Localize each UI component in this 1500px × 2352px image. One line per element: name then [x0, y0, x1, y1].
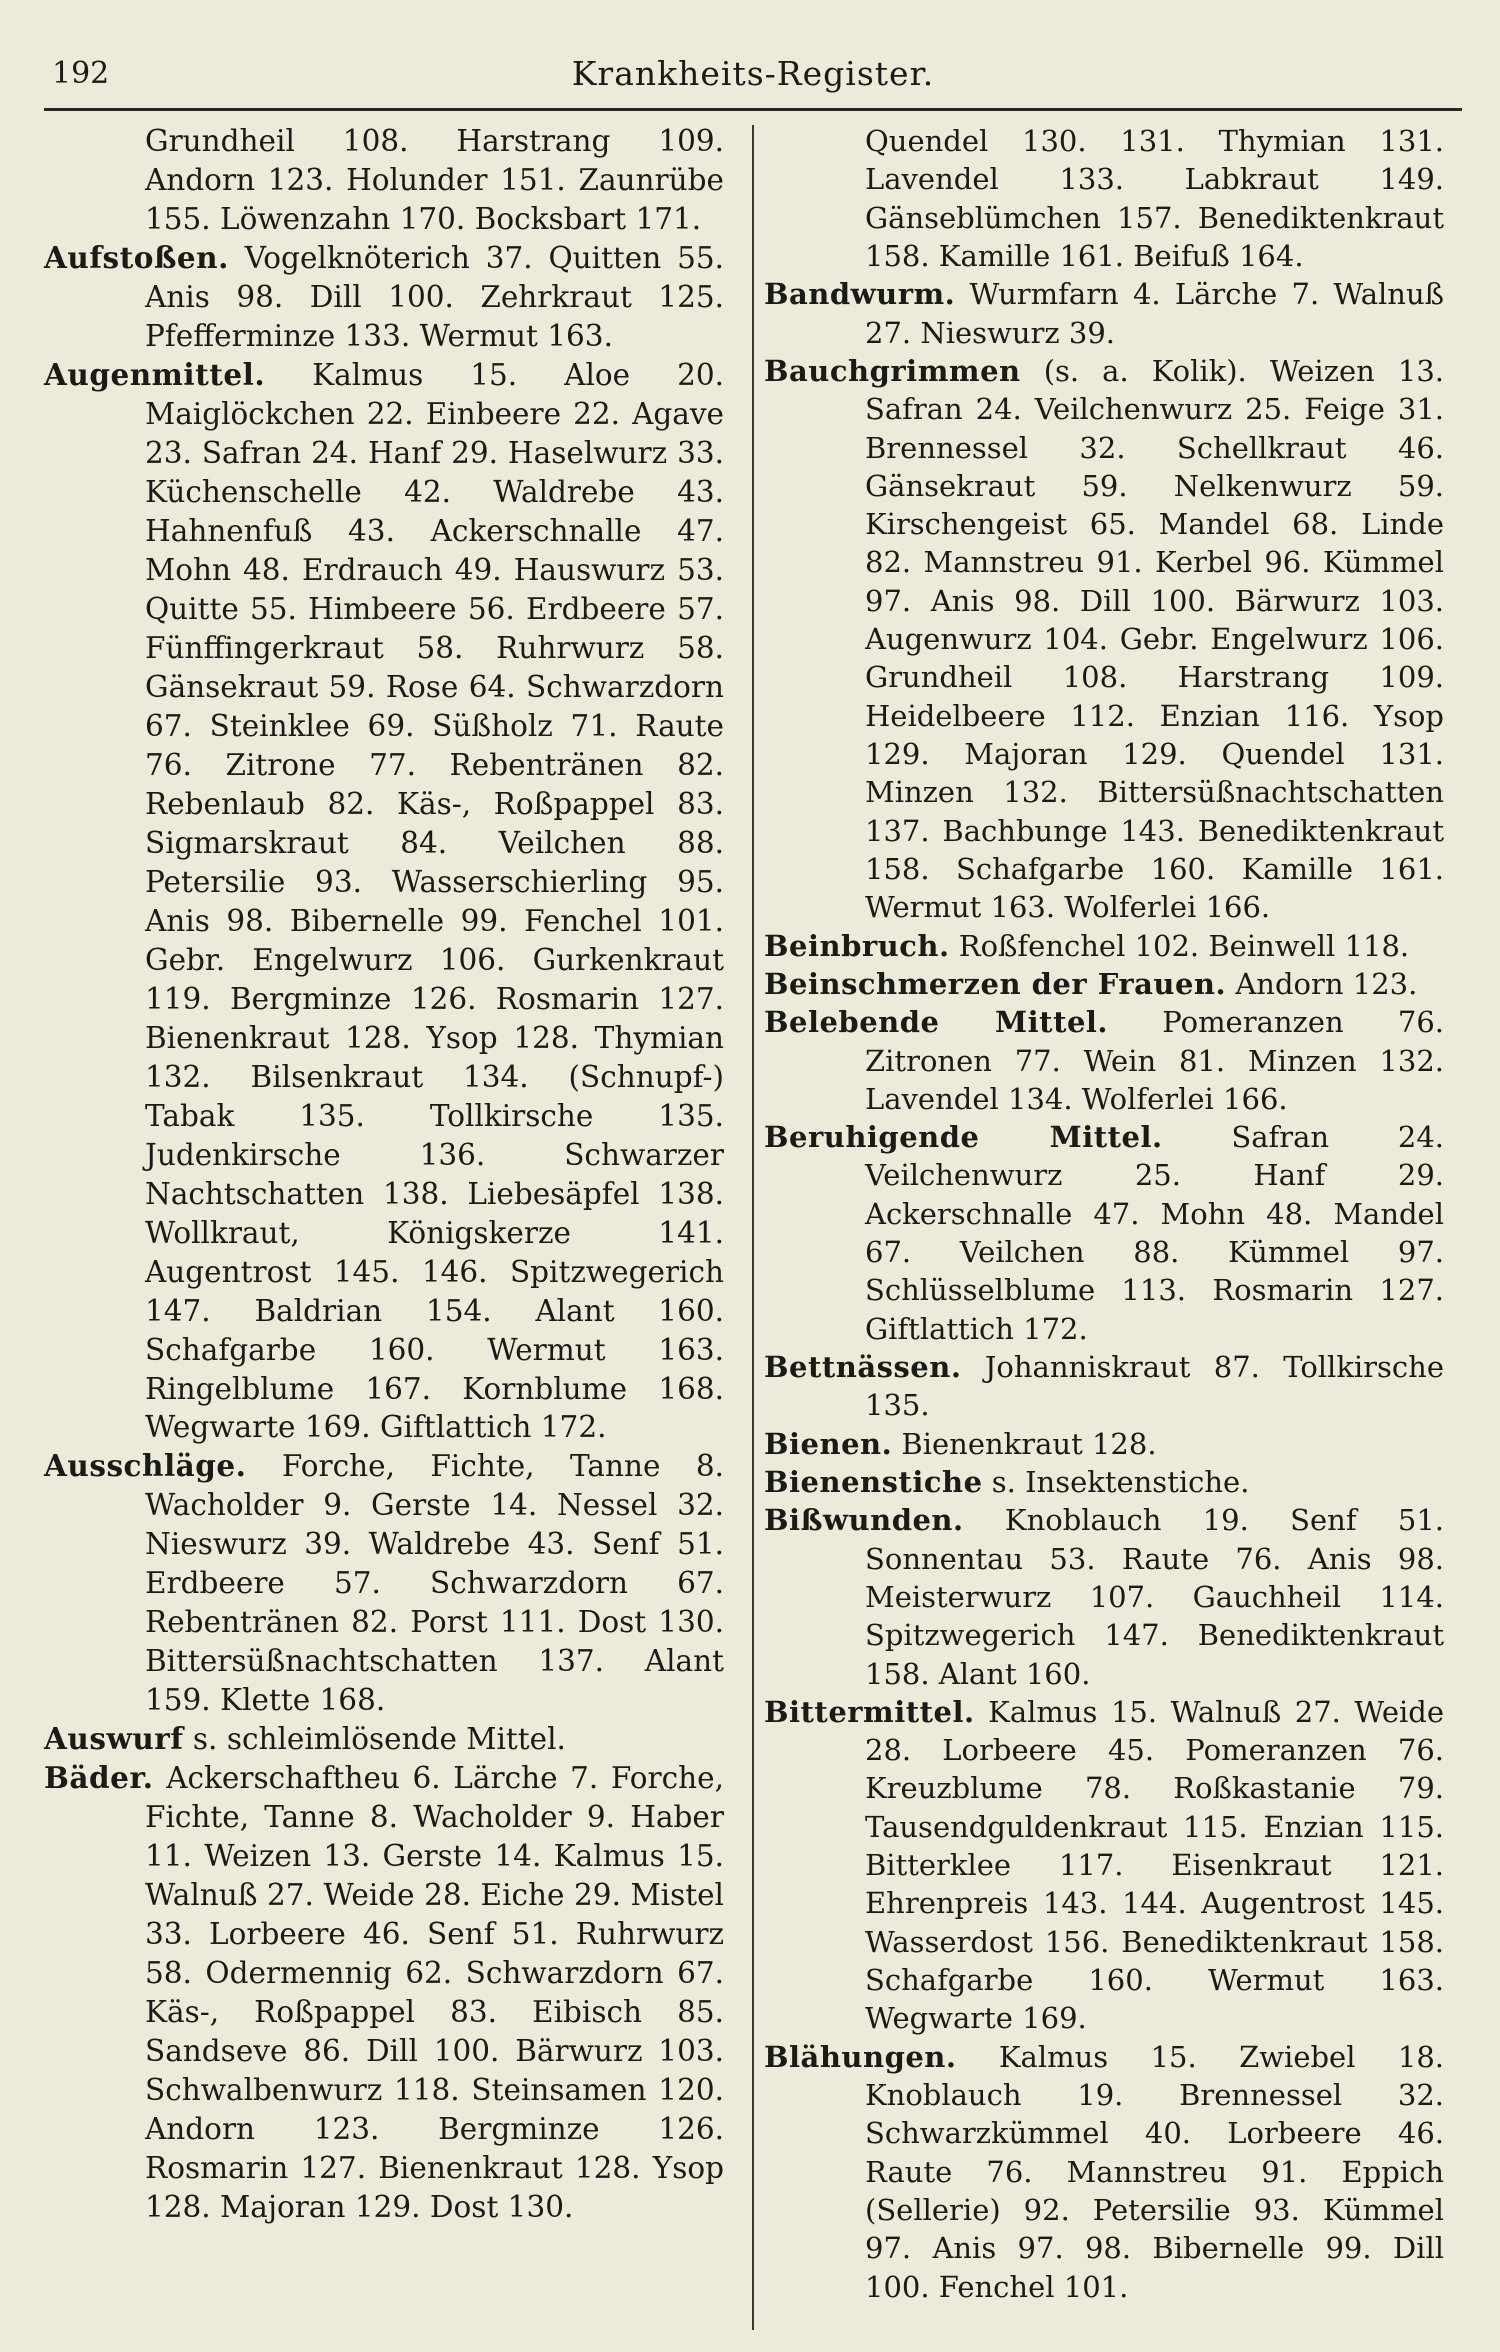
index-entry — [764, 1501, 1444, 1693]
right-column — [764, 122, 1444, 2306]
entry-term: Beinschmerzen der Frauen. — [764, 966, 1227, 1001]
entry-term: Bienenstiche — [764, 1464, 983, 1499]
entry-text: s. schleimlösende Mittel. — [192, 1722, 566, 1757]
entry-term: Belebende Mittel. — [764, 1005, 1109, 1040]
page-number: 192 — [52, 56, 110, 91]
index-entry — [764, 965, 1444, 1003]
index-entry — [44, 1447, 724, 1720]
entry-text: Safran 24. Veilchenwurz 25. Hanf 29. Ackerschnalle 47. Mohn 48. Mandel 67. Veilchen 88. Kümmel 97. Schlüsselblume 113. Rosmarin 127. Giftlattich 172. — [865, 1120, 1444, 1346]
entry-term: Blähungen. — [764, 2039, 957, 2074]
entry-term: Ausschläge. — [44, 1448, 247, 1484]
entry-text: Kalmus 15. Zwiebel 18. Knoblauch 19. Brennessel 32. Schwarzkümmel 40. Lorbeere 46. Raute 76. Mannstreu 91. Eppich (Sellerie) 92. Petersilie 93. Kümmel 97. Anis 97. 98. Bibernelle 99. Dill 100. Fenchel 101. — [865, 2039, 1445, 2304]
entry-term: Bäder. — [44, 1760, 154, 1796]
entry-text: (s. a. Kolik). Weizen 13. Safran 24. Veilchenwurz 25. Feige 31. Brennessel 32. Schellkraut 46. Gänsekraut 59. Nelkenwurz 59. Kirschengeist 65. Mandel 68. Linde 82. Mannstreu 91. Kerbel 96. Kümmel 97. Anis 98. Dill 100. Bärwurz 103. Augenwurz 104. Gebr. Engelwurz 106. Grundheil 108. Harstrang 109. Heidelbeere 112. Enzian 116. Ysop 129. Majoran 129. Quendel 131. Minzen 132. Bittersüßnachtschatten 137. Bachbunge 143. Benediktenkraut 158. Schafgarbe 160. Kamille 161. Wermut 163. Wolferlei 166. — [865, 353, 1445, 925]
page-header — [44, 48, 1462, 111]
entry-text: Quendel 130. 131. Thymian 131. Lavendel 133. Labkraut 149. Gänseblümchen 157. Benediktenkraut 158. Kamille 161. Beifuß 164. — [865, 124, 1444, 273]
entry-term: Bauchgrimmen — [764, 353, 1021, 388]
index-entry — [764, 2038, 1444, 2306]
entry-text: s. Insektenstiche. — [991, 1464, 1250, 1499]
index-entry — [764, 122, 1444, 275]
entry-text: Forche, Fichte, Tanne 8. Wacholder 9. Gerste 14. Nessel 32. Nieswurz 39. Waldrebe 43. Senf 51. Erdbeere 57. Schwarzdorn 67. Rebentränen 82. Porst 111. Dost 130. Bittersüßnachtschatten 137. Alant 159. Klette 168. — [145, 1449, 724, 1718]
entry-text: Bienenkraut 128. — [901, 1426, 1157, 1461]
entry-text: Knoblauch 19. Senf 51. Sonnentau 53. Raute 76. Anis 98. Meisterwurz 107. Gauchheil 114. Spitzwegerich 147. Benediktenkraut 158. Alant 160. — [865, 1503, 1444, 1691]
entry-text: Roßfenchel 102. Beinwell 118. — [958, 928, 1410, 963]
entry-text: Andorn 123. — [1235, 966, 1418, 1001]
entry-text: Johanniskraut 87. Tollkirsche 135. — [865, 1350, 1445, 1423]
index-entry — [764, 352, 1444, 927]
entry-term: Augenmittel. — [44, 356, 266, 392]
index-entry — [764, 1463, 1444, 1501]
entry-text: Grundheil 108. Harstrang 109. Andorn 123. Holunder 151. Zaunrübe 155. Löwenzahn 170. Bocksbart 171. — [145, 124, 724, 236]
entry-text: Ackerschaftheu 6. Lärche 7. Forche, Fichte, Tanne 8. Wacholder 9. Haber 11. Weizen 13. Gerste 14. Kalmus 15. Walnuß 27. Weide 28. Eiche 29. Mistel 33. Lorbeere 46. Senf 51. Ruhrwurz 58. Odermennig 62. Schwarzdorn 67. Käs-, Roßpappel 83. Eibisch 85. Sandseve 86. Dill 100. Bärwurz 103. Schwalbenwurz 118. Steinsamen 120. Andorn 123. Bergminze 126. Rosmarin 127. Bienenkraut 128. Ysop 128. Majoran 129. Dost 130. — [145, 1761, 724, 2225]
entry-text: Vogelknöterich 37. Quitten 55. Anis 98. Dill 100. Zehrkraut 125. Pfefferminze 133. Wermut 163. — [145, 240, 724, 353]
left-column — [44, 122, 724, 2227]
entry-term: Beruhigende Mittel. — [764, 1120, 1163, 1155]
column-divider — [752, 125, 754, 2330]
entry-term: Bißwunden. — [764, 1503, 964, 1538]
index-entry — [764, 1693, 1444, 2038]
index-entry — [764, 1118, 1444, 1348]
index-entry — [764, 275, 1444, 352]
entry-term: Bettnässen. — [764, 1350, 962, 1384]
index-entry — [764, 1425, 1444, 1463]
entry-term: Bittermittel. — [764, 1694, 975, 1729]
entry-text: Kalmus 15. Walnuß 27. Weide 28. Lorbeere 45. Pomeranzen 76. Kreuzblume 78. Roßkastanie 79. Tausendguldenkraut 115. Enzian 115. Bitterklee 117. Eisenkraut 121. Ehrenpreis 143. 144. Augentrost 145. Wasserdost 156. Benediktenkraut 158. Schafgarbe 160. Wermut 163. Wegwarte 169. — [865, 1694, 1445, 2036]
entry-text: Kalmus 15. Aloe 20. Maiglöckchen 22. Einbeere 22. Agave 23. Safran 24. Hanf 29. Haselwurz 33. Küchenschelle 42. Waldrebe 43. Hahnenfuß 43. Ackerschnalle 47. Mohn 48. Erdrauch 49. Hauswurz 53. Quitte 55. Himbeere 56. Erdbeere 57. Fünffingerkraut 58. Ruhrwurz 58. Gänsekraut 59. Rose 64. Schwarzdorn 67. Steinklee 69. Süßholz 71. Raute 76. Zitrone 77. Rebentränen 82. Rebenlaub 82. Käs-, Roßpappel 83. Sigmarskraut 84. Veilchen 88. Petersilie 93. Wasserschierling 95. Anis 98. Bibernelle 99. Fenchel 101. Gebr. Engelwurz 106. Gurkenkraut 119. Bergminze 126. Rosmarin 127. Bienenkraut 128. Ysop 128. Thymian 132. Bilsenkraut 134. (Schnupf-) Tabak 135. Tollkirsche 135. Judenkirsche 136. Schwarzer Nachtschatten 138. Liebesäpfel 138. Wollkraut, Königskerze 141. Augentrost 145. 146. Spitzwegerich 147. Baldrian 154. Alant 160. Schafgarbe 160. Wermut 163. Ringelblume 167. Kornblume 168. Wegwarte 169. Giftlattich 172. — [145, 357, 724, 1445]
index-entry — [764, 927, 1444, 965]
entry-term: Aufstoßen. — [44, 239, 229, 275]
entry-term: Beinbruch. — [764, 928, 950, 963]
entry-term: Bienen. — [764, 1426, 893, 1461]
index-entry — [44, 239, 724, 356]
entry-term: Auswurf — [44, 1721, 184, 1757]
running-head: Krankheits-Register. — [571, 54, 935, 93]
index-entry — [44, 356, 724, 1448]
index-entry — [764, 1348, 1444, 1425]
entry-term: Bandwurm. — [764, 277, 956, 312]
index-entry — [44, 122, 724, 239]
index-entry — [44, 1720, 724, 1759]
entry-text: Wurmfarn 4. Lärche 7. Walnuß 27. Nieswurz 39. — [865, 277, 1445, 350]
entry-text: Pomeranzen 76. Zitronen 77. Wein 81. Minzen 132. Lavendel 134. Wolferlei 166. — [865, 1005, 1445, 1116]
index-entry — [44, 1759, 724, 2227]
index-entry — [764, 1003, 1444, 1118]
